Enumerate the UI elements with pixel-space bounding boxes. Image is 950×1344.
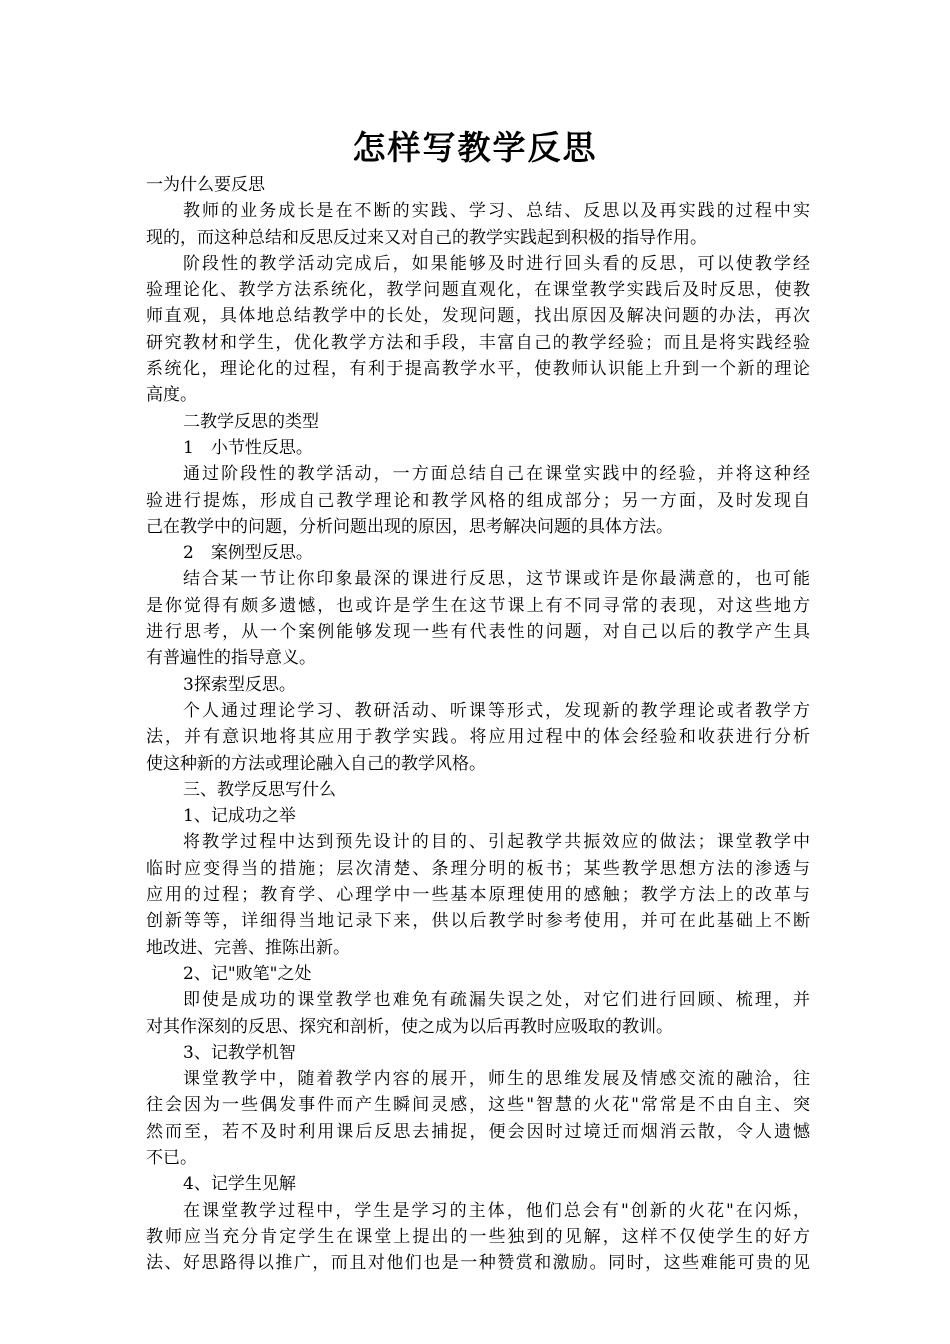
text-line: 临时应变得当的措施；层次清楚、条理分明的板书；某些教学思想方法的渗透与 [146, 858, 810, 879]
text-line: 1、记成功之举 [183, 806, 296, 827]
text-line: 验理论化、教学方法系统化，教学问题直观化，在课堂教学实践后及时反思，使教 [146, 280, 810, 301]
text-line: 2 案例型反思。 [183, 543, 313, 564]
document-body [146, 172, 810, 1276]
text-line: 应用的过程；教育学、心理学中一些基本原理使用的感触；教学方法上的改革与 [146, 885, 810, 906]
text-line: 然而至，若不及时利用课后反思去捕捉，便会因时过境迁而烟消云散，令人遗憾 [146, 1121, 810, 1142]
text-line: 使这种新的方法或理论融入自己的教学风格。 [146, 753, 486, 774]
text-line: 课堂教学中，随着教学内容的展开，师生的思维发展及情感交流的融洽，往 [183, 1069, 810, 1090]
text-line: 1 小节性反思。 [183, 437, 313, 458]
text-line: 创新等等，详细得当地记录下来，供以后教学时参考使用，并可在此基础上不断 [146, 911, 810, 932]
text-line: 法，并有意识地将其应用于教学实践。将应用过程中的体会经验和收获进行分析 [146, 727, 810, 748]
document-title: 怎样写教学反思 [352, 128, 598, 167]
text-line: 阶段性的教学活动完成后，如果能够及时进行回头看的反思，可以使教学经 [183, 253, 810, 274]
text-line: 4、记学生见解 [183, 1174, 296, 1195]
text-line: 现的，而这种总结和反思反过来又对自己的教学实践起到积极的指导作用。 [146, 227, 707, 248]
text-line: 师直观，具体地总结教学中的长处，发现问题，找出原因及解决问题的办法，再次 [146, 306, 810, 327]
text-line: 通过阶段性的教学活动，一方面总结自己在课堂实践中的经验，并将这种经 [183, 464, 810, 485]
text-line: 有普遍性的指导意义。 [146, 648, 316, 669]
text-line: 在课堂教学过程中，学生是学习的主体，他们总会有"创新的火花"在闪烁， [183, 1200, 810, 1221]
text-line: 教师应当充分肯定学生在课堂上提出的一些独到的见解，这样不仅使学生的好方 [146, 1226, 810, 1247]
text-line: 是你觉得有颇多遗憾，也或许是学生在这节课上有不同寻常的表现，对这些地方 [146, 595, 810, 616]
text-line: 三、教学反思写什么 [183, 779, 336, 800]
text-line: 一为什么要反思 [146, 175, 265, 195]
text-line: 不已。 [146, 1147, 197, 1168]
text-line: 个人通过理论学习、教研活动、听课等形式，发现新的教学理论或者教学方 [183, 700, 810, 721]
text-line: 教师的业务成长是在不断的实践、学习、总结、反思以及再实践的过程中实 [183, 201, 810, 222]
text-line: 法、好思路得以推广，而且对他们也是一种赞赏和激励。同时，这些难能可贵的见 [146, 1253, 810, 1274]
text-line: 3、记教学机智 [183, 1042, 296, 1063]
text-line: 研究教材和学生，优化教学方法和手段，丰富自己的教学经验；而且是将实践经验 [146, 332, 810, 353]
text-line: 即使是成功的课堂教学也难免有疏漏失误之处，对它们进行回顾、梳理，并 [183, 990, 810, 1011]
text-line: 系统化，理论化的过程，有利于提高教学水平，使教师认识能上升到一个新的理论 [146, 359, 810, 380]
text-line: 结合某一节让你印象最深的课进行反思，这节课或许是你最满意的，也可能 [183, 569, 810, 590]
text-line: 己在教学中的问题，分析问题出现的原因，思考解决问题的具体方法。 [146, 516, 673, 537]
text-line: 将教学过程中达到预先设计的目的、引起教学共振效应的做法；课堂教学中 [183, 832, 810, 853]
text-line: 2、记"败笔"之处 [183, 963, 312, 984]
text-line: 对其作深刻的反思、探究和剖析，使之成为以后再教时应吸取的教训。 [146, 1016, 673, 1037]
text-line: 3探索型反思。 [183, 674, 296, 695]
text-line: 二教学反思的类型 [183, 411, 319, 432]
text-line: 地改进、完善、推陈出新。 [146, 937, 350, 958]
text-line: 进行思考，从一个案例能够发现一些有代表性的问题，对自己以后的教学产生具 [146, 622, 810, 643]
text-line: 高度。 [146, 385, 197, 406]
text-line: 往会因为一些偶发事件而产生瞬间灵感，这些"智慧的火花"常常是不由自主、突 [146, 1095, 810, 1116]
text-line: 验进行提炼，形成自己教学理论和教学风格的组成部分；另一方面，及时发现自 [146, 490, 810, 511]
